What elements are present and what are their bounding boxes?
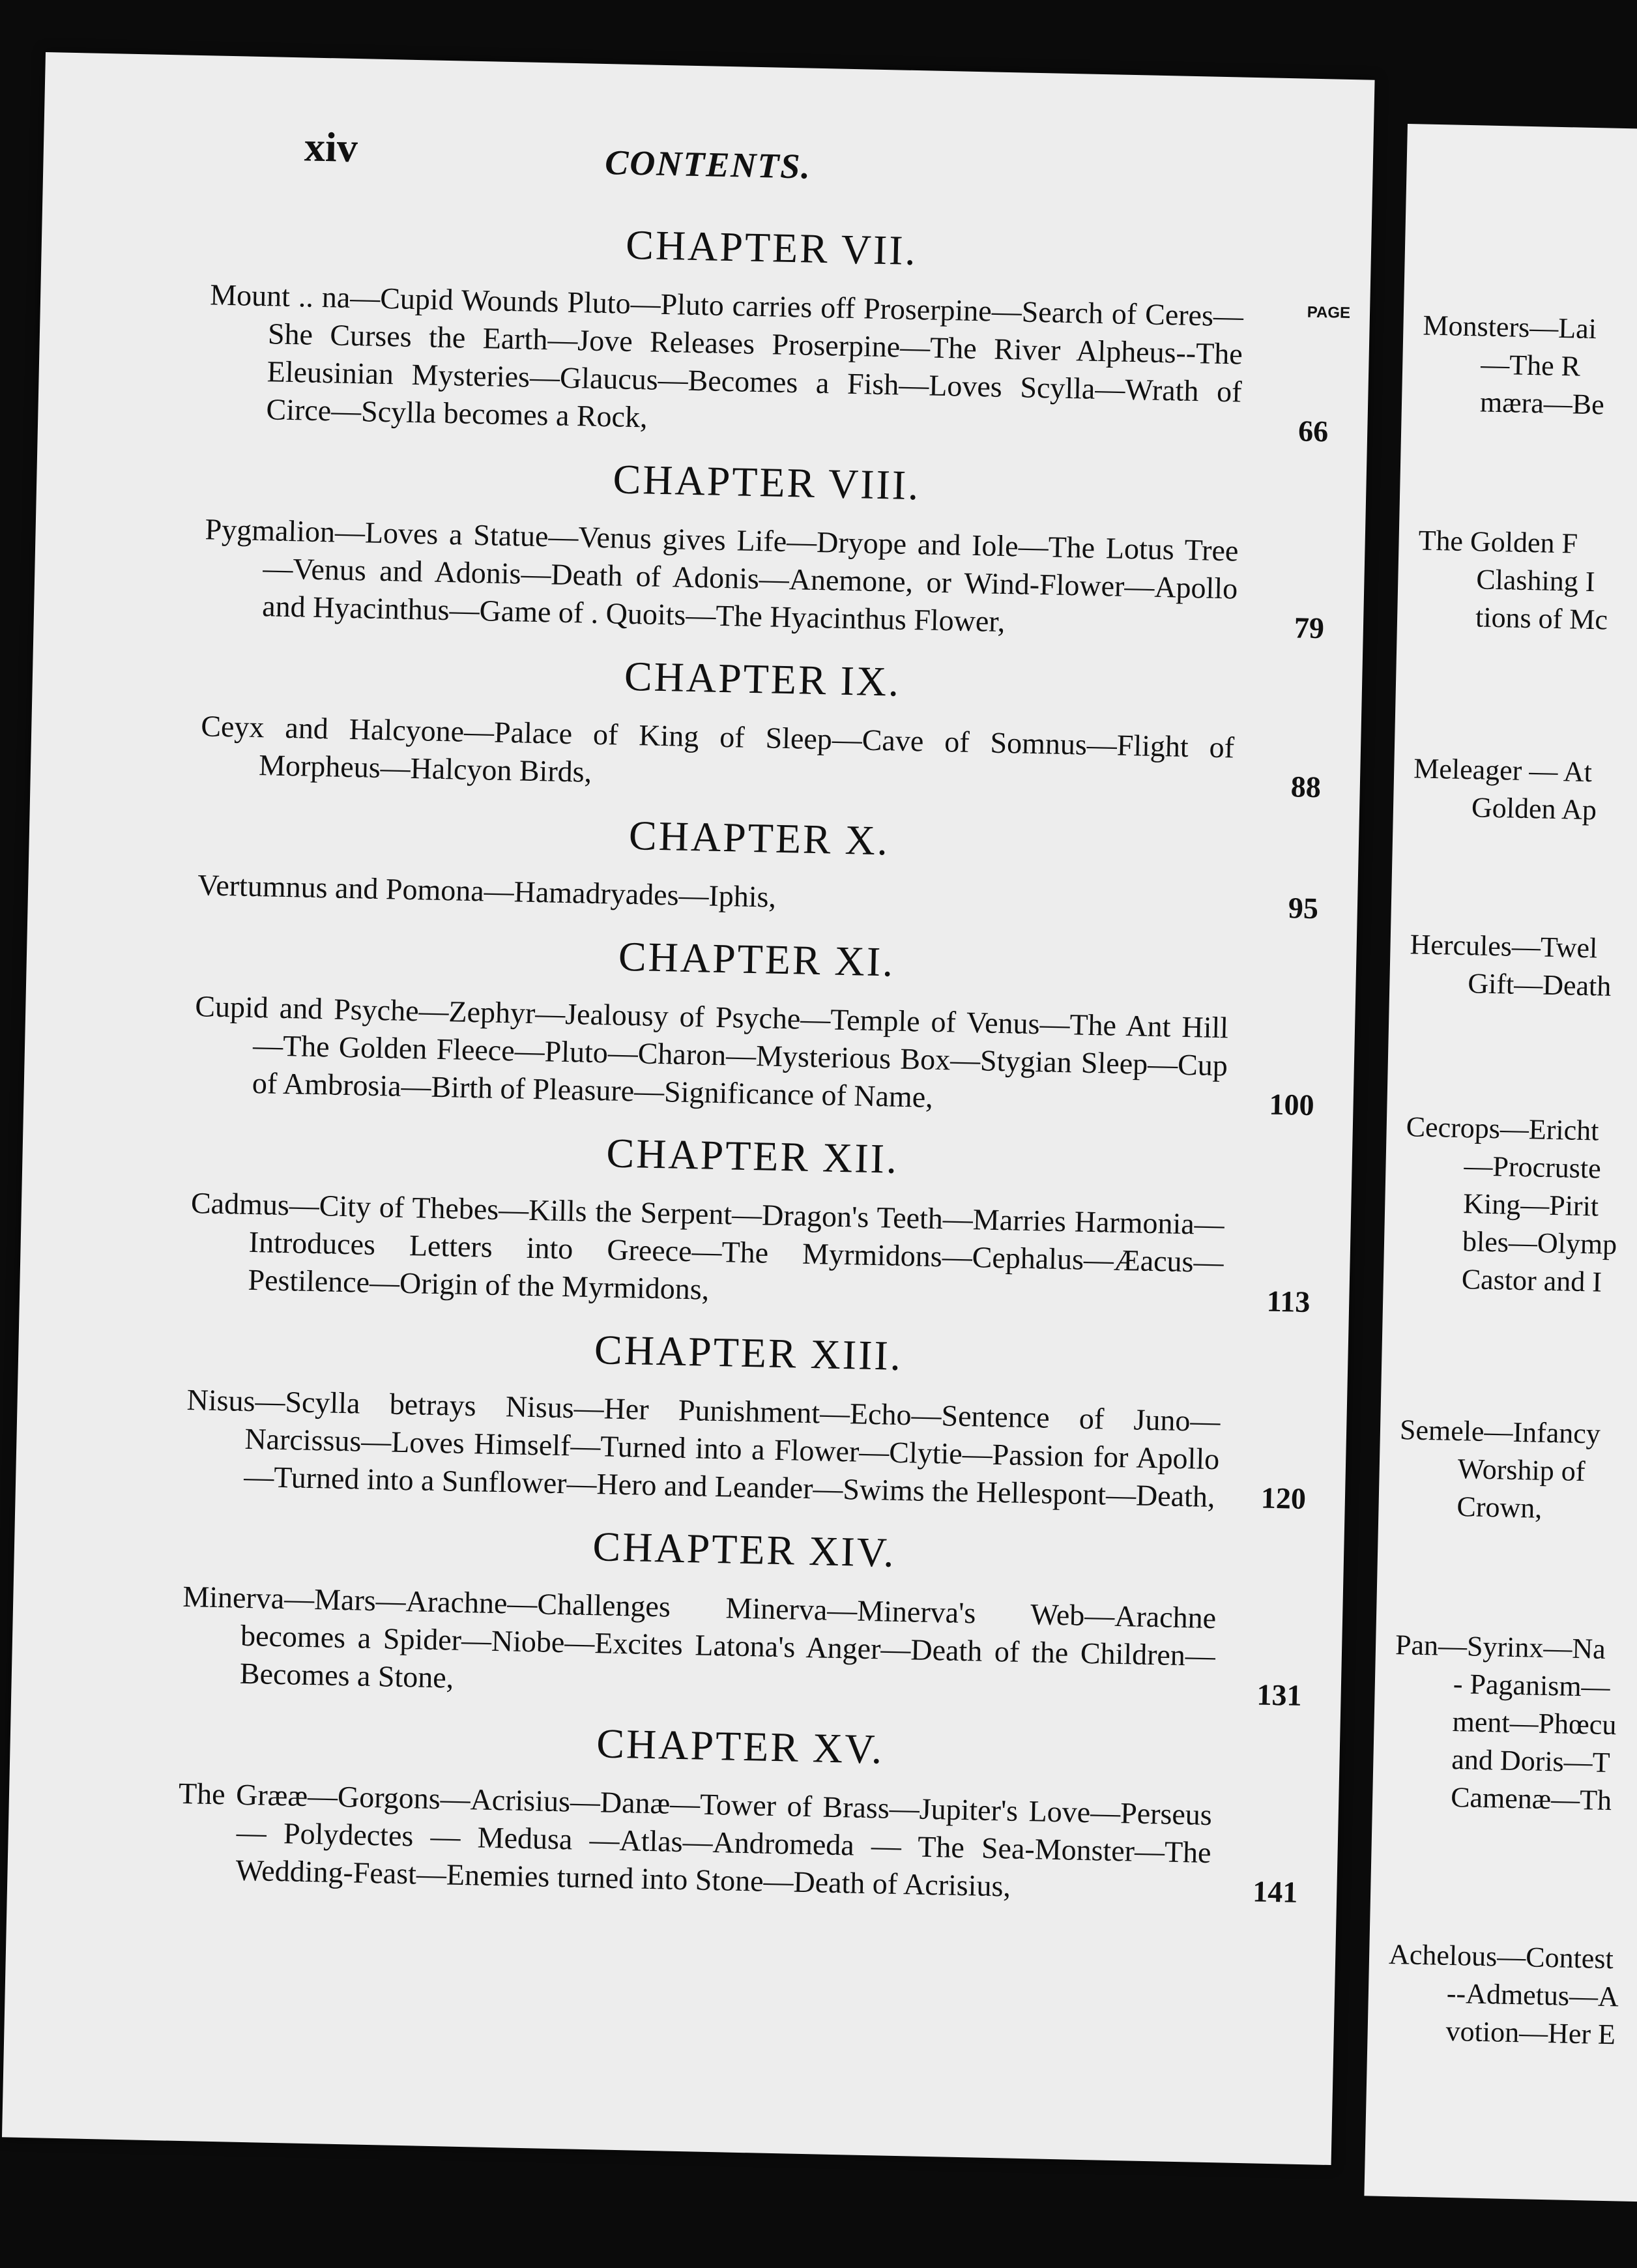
facing-page-entry: [1412, 749, 1597, 829]
chapter-entry: [189, 1120, 1313, 1321]
facing-page-line: Castor and I: [1461, 1263, 1602, 1298]
facing-page-line: Gift—Death: [1467, 967, 1612, 1002]
facing-page-line: - Paganism—: [1453, 1667, 1611, 1704]
chapter-entry: [177, 1711, 1301, 1912]
chapter-page-number: 131: [1256, 1678, 1303, 1712]
facing-page-entry: [1402, 1108, 1619, 1301]
facing-page-line: --Admetus—A: [1446, 1977, 1619, 2013]
chapter-title: CHAPTER XIII.: [594, 1326, 903, 1379]
chapter-page-number: 113: [1266, 1284, 1311, 1319]
chapter-page-number: 88: [1290, 770, 1322, 804]
facing-page: [1364, 124, 1637, 2202]
facing-page-line: —The R: [1480, 348, 1581, 383]
page-number: xiv: [304, 123, 358, 171]
facing-page-line: The Golden F: [1418, 524, 1578, 560]
contents-list: [176, 212, 1332, 1930]
facing-page-line: Semele—Infancy: [1399, 1414, 1601, 1450]
facing-page-entry: [1409, 925, 1612, 1005]
chapter-entry: [197, 802, 1320, 927]
facing-page-line: King—Pirit: [1462, 1187, 1599, 1223]
page-header: [42, 117, 1373, 224]
facing-page-line: Camenæ—Th: [1450, 1781, 1612, 1817]
facing-page-line: ment—Phœcu: [1452, 1705, 1617, 1741]
facing-page-line: Monsters—Lai: [1423, 309, 1597, 345]
facing-page-line: Achelous—Contest: [1388, 1938, 1614, 1975]
facing-page-line: Crown,: [1456, 1490, 1543, 1524]
facing-page-line: Pan—Syrinx—Na: [1395, 1629, 1606, 1665]
facing-page-entry: [1421, 307, 1606, 424]
chapter-summary: Ceyx and Halcyone—Palace of King of Sleep—Cave of Somnus—Flight of Morpheus—Halcyon Birds,: [200, 709, 1235, 789]
facing-page-line: Meleager — At: [1413, 752, 1593, 789]
chapter-title: CHAPTER VII.: [625, 221, 918, 274]
facing-page-line: Cecrops—Ericht: [1406, 1111, 1599, 1147]
chapter-entry: [193, 923, 1317, 1124]
chapter-page-number: 79: [1294, 611, 1325, 645]
chapter-summary: Cadmus—City of Thebes—Kills the Serpent—Dragon's Teeth—Marries Harmonia—Introduces Letters into Greece—The Myrmidons—Cephalus—Æacus—Pestilence—Origin of the Myrmidons,: [190, 1186, 1225, 1306]
running-title: CONTENTS.: [604, 143, 812, 186]
chapter-summary: The Grææ—Gorgons—Acrisius—Danæ—Tower of Brass—Jupiter's Love—Perseus — Polydectes — Medusa —Atlas—Andromeda — The Sea-Monster—The Wedding-Feast—Enemies turned into Stone—Death of Acrisius,: [178, 1776, 1213, 1903]
chapter-entry: [185, 1317, 1309, 1518]
chapter-title: CHAPTER XIV.: [592, 1523, 897, 1576]
facing-page-entry: [1392, 1626, 1619, 1820]
chapter-title: CHAPTER XI.: [618, 933, 895, 985]
facing-page-entry: [1398, 1411, 1601, 1528]
chapter-summary: Nisus—Scylla betrays Nisus—Her Punishment—Echo—Sentence of Juno—Narcissus—Loves Himself—Turned into a Flower—Clytie—Passion for Apollo—Turned into a Sunflower—Hero and Leander—Swims the Hellespont—Death,: [186, 1382, 1221, 1514]
chapter-entry: [207, 212, 1333, 450]
chapter-entry: [203, 446, 1327, 647]
chapter-page-number: 66: [1297, 414, 1329, 448]
chapter-page-number: 95: [1288, 891, 1319, 925]
facing-page-line: bles—Olymp: [1462, 1225, 1617, 1261]
chapter-summary: Cupid and Psyche—Zephyr—Jealousy of Psyche—Temple of Venus—The Ant Hill—The Golden Fleece—Pluto—Charon—Mysterious Box—Stygian Sleep—Cup of Ambrosia—Birth of Pleasure—Significance of Name,: [194, 989, 1229, 1114]
page-column-label: PAGE: [1307, 303, 1351, 323]
facing-page-line: Clashing I: [1475, 563, 1595, 598]
chapter-summary: Pygmalion—Loves a Statue—Venus gives Life—Dryope and Iole—The Lotus Tree—Venus and Adonis—Death of Adonis—Anemone, or Wind-Flower—Apollo and Hyacinthus—Game of . Quoits—The Hyacinthus Flower,: [205, 512, 1239, 639]
chapter-entry: [200, 643, 1324, 806]
chapter-title: CHAPTER XII.: [605, 1129, 899, 1182]
chapter-title: CHAPTER X.: [628, 812, 890, 864]
left-page: [2, 52, 1375, 2165]
chapter-page-number: 120: [1260, 1481, 1307, 1515]
chapter-title: CHAPTER IX.: [624, 652, 901, 705]
facing-page-line: Worship of: [1457, 1453, 1586, 1488]
facing-page-entry: [1387, 1936, 1620, 2054]
facing-page-entry: [1417, 521, 1610, 639]
facing-page-line: Hercules—Twel: [1410, 928, 1598, 965]
chapter-page-number: 100: [1269, 1087, 1315, 1122]
chapter-summary: Vertumnus and Pomona—Hamadryades—Iphis,: [197, 868, 777, 914]
facing-page-line: votion—Her E: [1445, 2014, 1616, 2051]
chapter-summary: Minerva—Mars—Arachne—Challenges Minerva—Minerva's Web—Arachne becomes a Spider—Niobe—Excites Latona's Anger—Death of the Children—Becomes a Stone,: [182, 1579, 1217, 1694]
chapter-page-number: 141: [1252, 1874, 1298, 1909]
chapter-title: CHAPTER XV.: [596, 1720, 884, 1773]
facing-page-line: Golden Ap: [1471, 791, 1597, 826]
facing-page-line: mæra—Be: [1479, 386, 1605, 421]
chapter-title: CHAPTER VIII.: [612, 456, 921, 509]
facing-page-line: —Procruste: [1464, 1150, 1602, 1185]
facing-page-line: and Doris—T: [1451, 1743, 1611, 1779]
facing-page-line: tions of Mc: [1475, 601, 1608, 636]
chapter-summary: Mount .. na—Cupid Wounds Pluto—Pluto carries off Proserpine—Search of Ceres—She Curses the Earth—Jove Releases Proserpine—The River Alpheus--The Eleusinian Mysteries—Glaucus—Becomes a Fish—Loves Scylla—Wrath of Circe—Scylla becomes a Rock,: [209, 278, 1244, 434]
chapter-entry: [181, 1514, 1305, 1715]
